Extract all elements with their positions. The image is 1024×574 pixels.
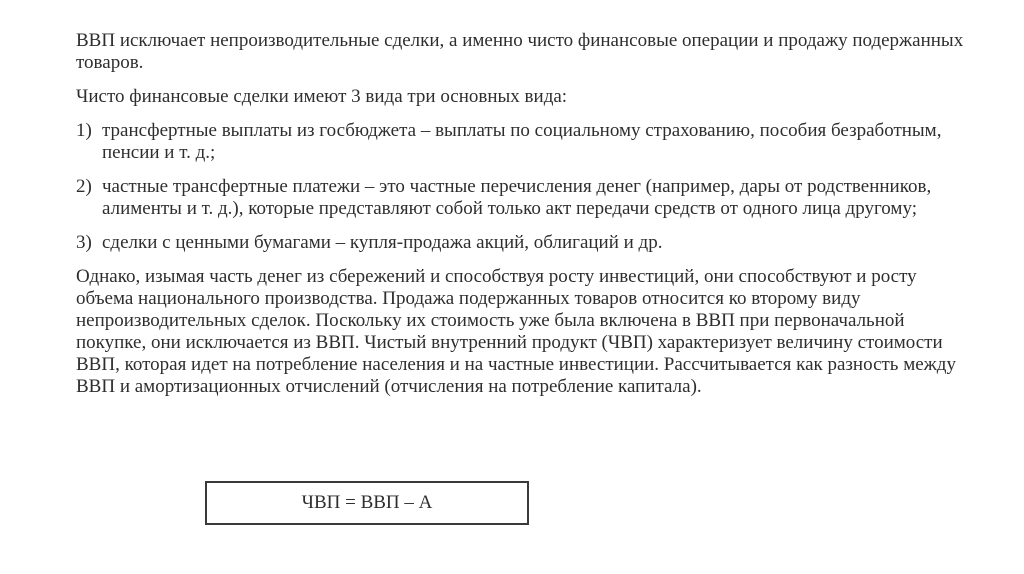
list-item-number: 2) [76,176,92,197]
formula-box [205,481,529,525]
list-item [76,176,976,220]
formula-text: ЧВП = ВВП – А [301,492,433,513]
list-item [76,120,976,164]
intro-paragraph: ВВП исключает непроизводительные сделки, а именно чисто финансовые операции и продажу подержанных товаров. [76,30,964,73]
types-heading: Чисто финансовые сделки имеют 3 вида три основных вида: [76,86,568,107]
list-item-number: 1) [76,120,92,141]
list-item-text: частные трансфертные платежи – это частные перечисления денег (например, дары от родственников, алименты и т. д.), которые представляют собой только акт передачи средств от одного лица другому; [102,176,932,219]
list-item-text: трансфертные выплаты из госбюджета – выплаты по социальному страхованию, пособия безработным, пенсии и т. д.; [102,120,942,163]
text-block [76,30,976,410]
list-item-number: 3) [76,232,92,253]
list-item-text: сделки с ценными бумагами – купля-продажа акций, облигаций и др. [102,232,663,253]
list-item [76,232,976,254]
transaction-types-list [76,120,976,254]
conclusion-paragraph: Однако, изымая часть денег из сбережений и способствуя росту инвестиций, они способствуют и росту объема национального производства. Продажа подержанных товаров относится ко второму виду непроизводительных сделок. Поскольку их стоимость уже была включена в ВВП при первоначальной покупке, они исключается из ВВП. Чистый внутренний продукт (ЧВП) характеризует величину стоимости ВВП, которая идет на потребление населения и на частные инвестиции. Рассчитывается как разность между ВВП и амортизационных отчислений (отчисления на потребление капитала). [76,266,956,397]
